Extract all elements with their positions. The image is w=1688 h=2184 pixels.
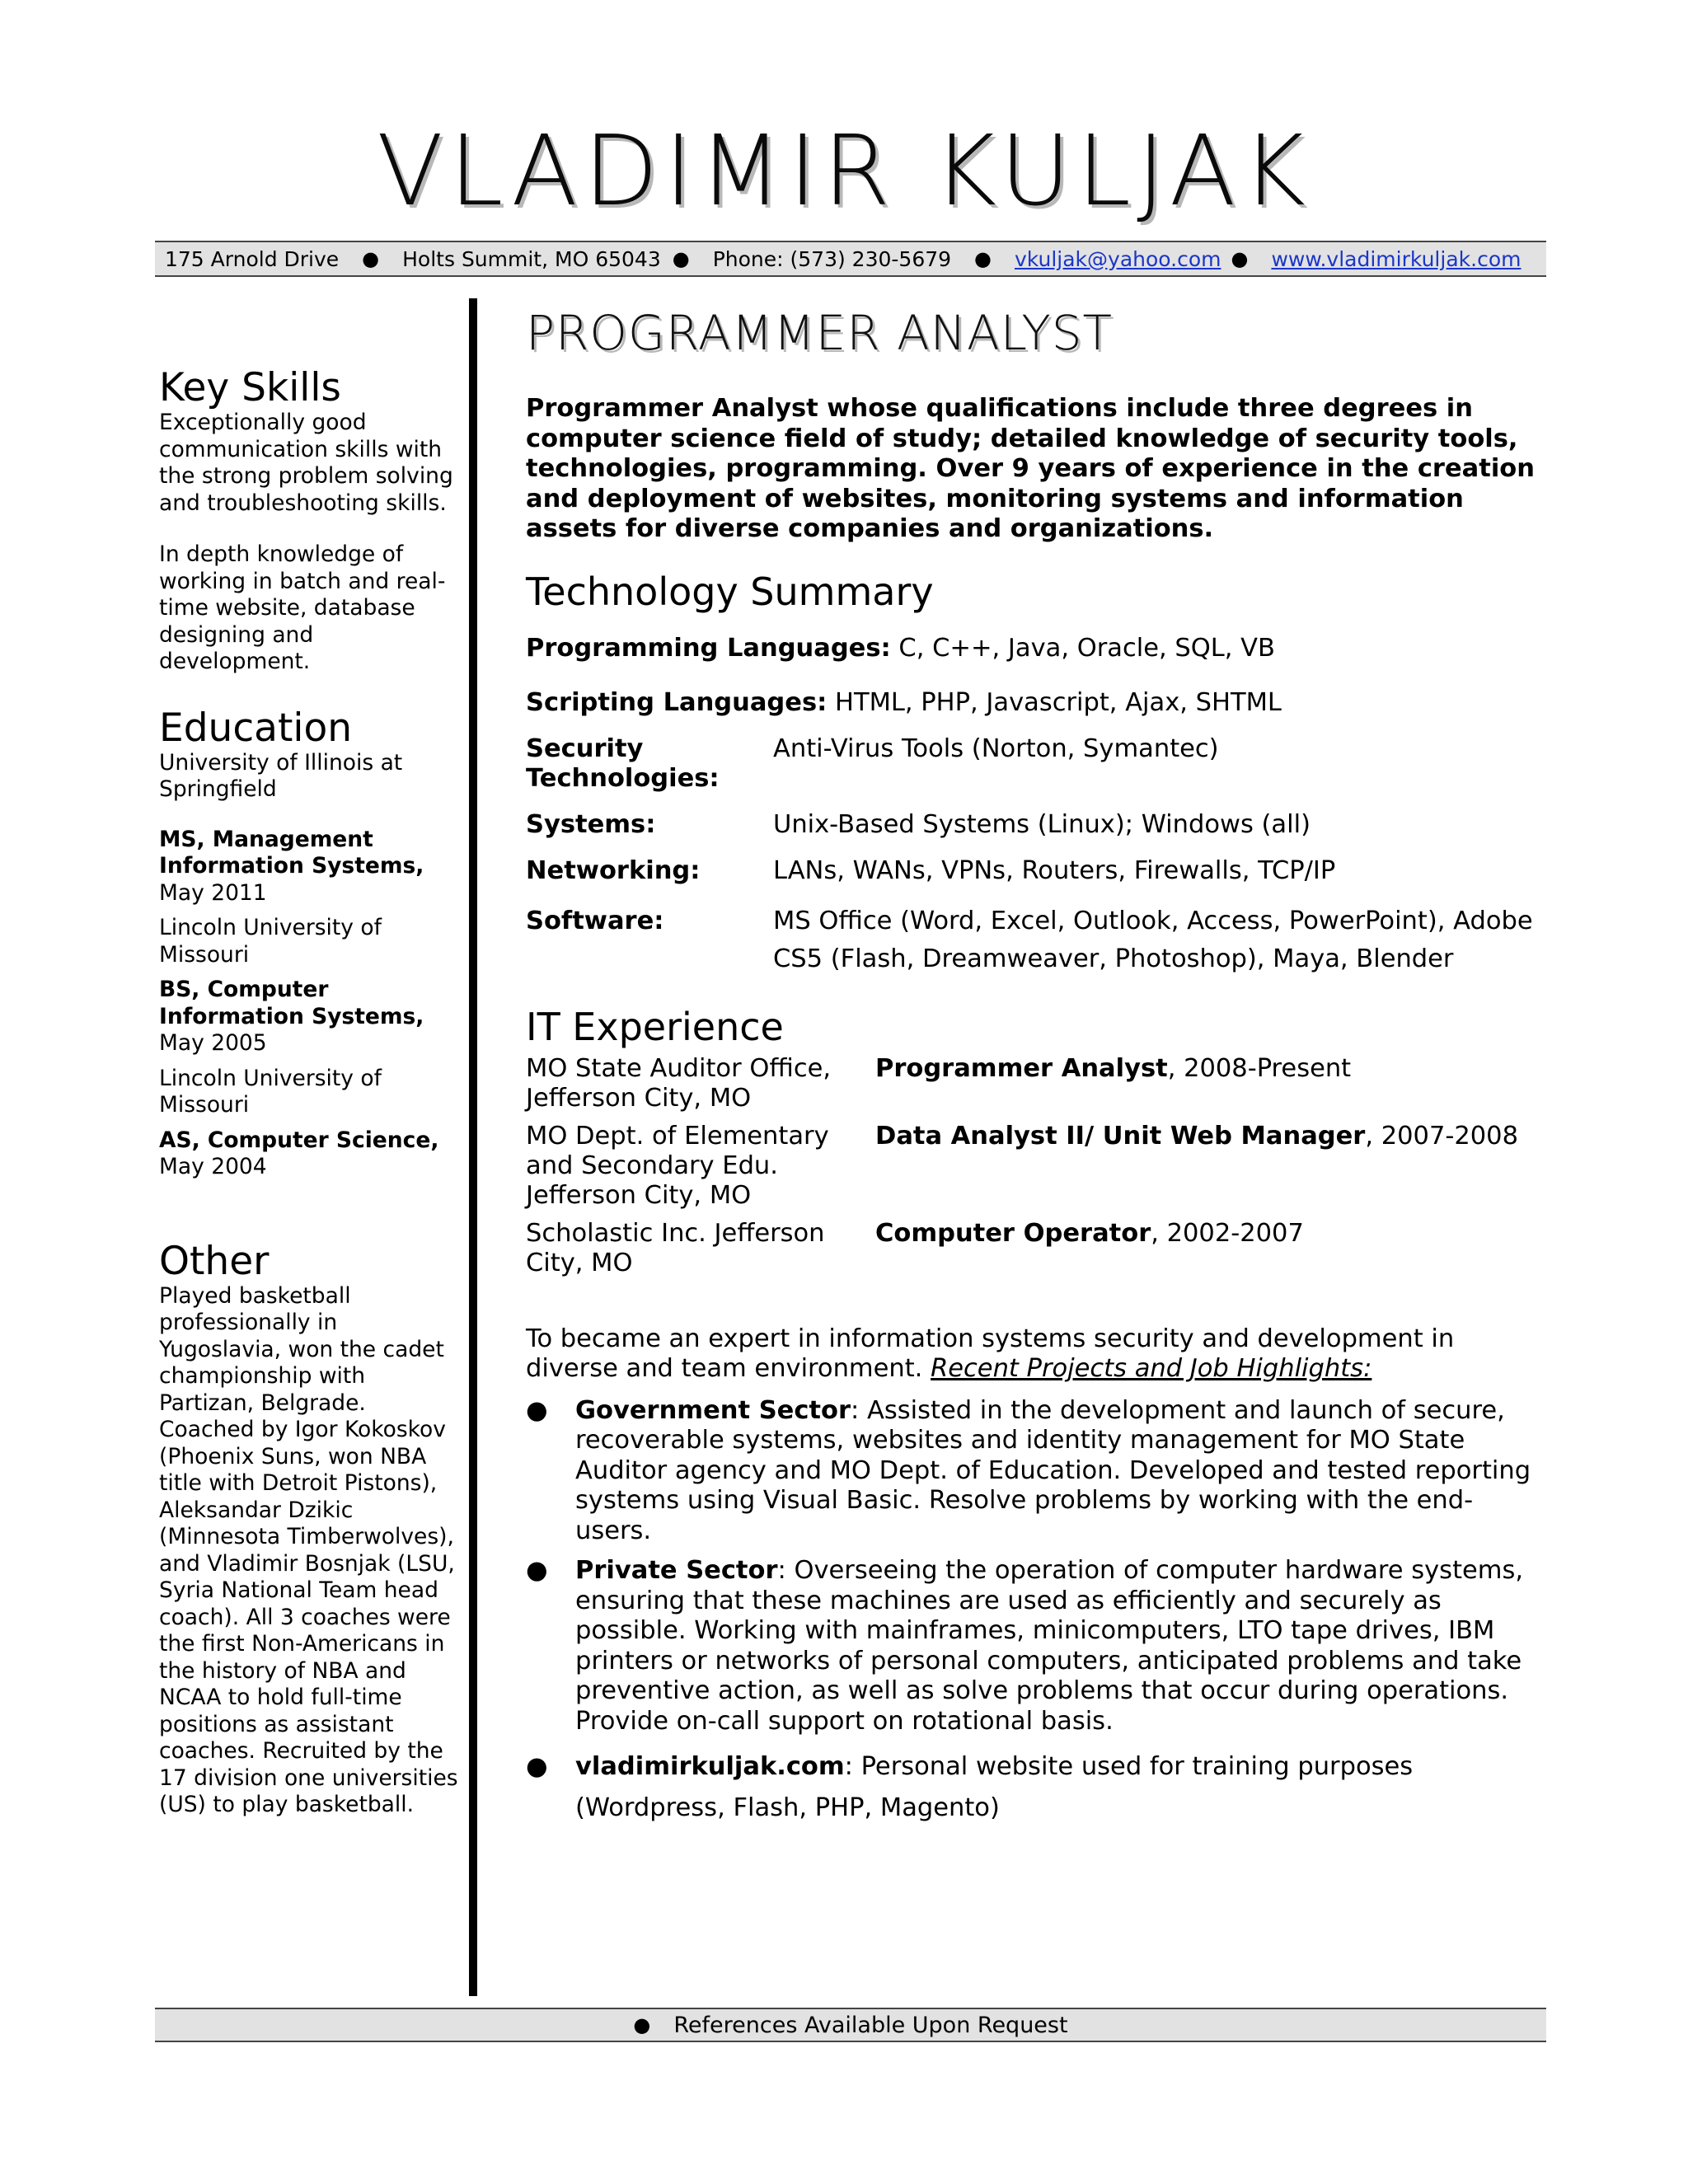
sidebar	[159, 367, 461, 1819]
experience-row	[526, 1219, 1548, 1278]
tech-value: Unix-Based Systems (Linux); Windows (all)	[773, 809, 1311, 839]
objective-text: To became an expert in information systems security and development in diverse and team environment.	[526, 1324, 1455, 1383]
role-title: Computer Operator	[875, 1218, 1151, 1248]
experience-role	[875, 1122, 1518, 1211]
experience-org: MO State Auditor Office, Jefferson City, MO	[526, 1053, 832, 1113]
education-degree: BS, Computer Information Systems,	[159, 977, 424, 1029]
tech-value: MS Office (Word, Excel, Outlook, Access, PowerPoint), Adobe CS5 (Flash, Dreamweaver, Photoshop), Maya, Blender	[773, 906, 1533, 973]
tech-value: LANs, WANs, VPNs, Routers, Firewalls, TCP/IP	[773, 855, 1336, 885]
education-date: May 2005	[159, 1030, 267, 1056]
tech-row	[526, 734, 1548, 794]
role-years: , 2007-2008	[1365, 1121, 1518, 1151]
experience-role	[875, 1219, 1304, 1278]
email-link[interactable]: vkuljak@yahoo.com	[1014, 246, 1221, 271]
highlights-list	[526, 1396, 1548, 1830]
education-school: Lincoln University of Missouri	[159, 915, 382, 968]
education-degree: MS, Management Information Systems,	[159, 826, 424, 879]
highlight-title: Private Sector	[575, 1556, 778, 1585]
highlight-extra: (Wordpress, Flash, PHP, Magento)	[575, 1793, 1000, 1822]
bullet-icon: ●	[1231, 247, 1249, 270]
experience-role	[875, 1054, 1351, 1113]
tech-label: Software:	[526, 906, 664, 935]
bullet-icon: ●	[672, 247, 690, 270]
role-years: , 2002-2007	[1151, 1218, 1304, 1248]
footer-bar	[155, 2008, 1546, 2042]
education-degree: AS, Computer Science,	[159, 1127, 439, 1153]
experience-org: Scholastic Inc. Jefferson City, MO	[526, 1218, 825, 1277]
tech-value: Anti-Virus Tools (Norton, Symantec)	[773, 733, 1219, 763]
key-skills-heading: Key Skills	[159, 365, 341, 410]
highlight-text: : Overseeing the operation of computer hardware systems, ensuring that these machines are used as efficiently and securely as possible. Working with mainframes, minicomputers, LTO tape drives, IBM printers or networks of personal computers, anticipated problems and take preventive action, as well as solve problems that occur during operations. Provide on-call support on rotational basis.	[575, 1556, 1524, 1736]
list-item	[526, 1746, 1548, 1829]
tech-value: C, C++, Java, Oracle, SQL, VB	[898, 633, 1275, 663]
education-school: Lincoln University of Missouri	[159, 1065, 382, 1118]
highlight-title: Government Sector	[575, 1395, 851, 1425]
website-link[interactable]: www.vladimirkuljak.com	[1271, 246, 1522, 271]
bullet-icon: ●	[526, 1395, 548, 1425]
it-experience-heading: IT Experience	[526, 1004, 784, 1049]
contact-address: 175 Arnold Drive	[165, 246, 340, 271]
education-date: May 2004	[159, 1154, 267, 1179]
job-title: PROGRAMMER ANALYST	[526, 305, 1113, 361]
role-title: Programmer Analyst	[875, 1053, 1168, 1083]
key-skills-text: Exceptionally good communication skills with the strong problem solving and troubleshooting skills.	[159, 410, 453, 516]
bullet-icon: ●	[974, 247, 992, 270]
objective	[526, 1324, 1548, 1385]
tech-label: Scripting Languages:	[526, 687, 828, 717]
experience-row	[526, 1122, 1548, 1211]
tech-label: Programming Languages:	[526, 633, 891, 663]
highlight-title: vladimirkuljak.com	[575, 1752, 845, 1781]
bullet-icon: ●	[526, 1752, 548, 1781]
list-item	[526, 1396, 1548, 1547]
experience-org: MO Dept. of Elementary and Secondary Edu. Jefferson City, MO	[526, 1121, 829, 1210]
programming-languages-row	[526, 634, 1548, 663]
contact-bar	[155, 241, 1546, 277]
contact-city: Holts Summit, MO 65043	[402, 246, 661, 271]
other-text: Played basketball professionally in Yugoslavia, won the cadet championship with Partizan, Belgrade. Coached by Igor Kokoskov (Phoenix Suns, won NBA title with Detroit Pistons), Aleksandar Dzikic (Minnesota Timberwolves), and Vladimir Bosnjak (LSU, Syria National Team head coach). All 3 coaches were the first Non-Americans in the history of NBA and NCAA to hold full-time positions as assistant coaches. Recruited by the 17 division one universities (US) to play basketball.	[159, 1282, 458, 1817]
contact-phone: Phone: (573) 230-5679	[712, 246, 952, 271]
technology-summary-heading: Technology Summary	[526, 569, 934, 614]
tech-row	[526, 856, 1548, 886]
education-date: May 2011	[159, 879, 267, 906]
education-heading: Education	[159, 705, 352, 751]
tech-label: Systems:	[526, 809, 656, 839]
scripting-languages-row	[526, 688, 1548, 718]
page-title: VLADIMIR KULJAK	[377, 114, 1311, 227]
bullet-icon: ●	[362, 247, 380, 270]
education-school: University of Illinois at Springfield	[159, 749, 403, 802]
footer-text: References Available Upon Request	[673, 2012, 1068, 2038]
highlight-text: : Personal website used for training purposes	[844, 1752, 1414, 1781]
tech-value: HTML, PHP, Javascript, Ajax, SHTML	[835, 687, 1282, 717]
tech-row	[526, 810, 1548, 840]
highlight-text: : Assisted in the development and launch of secure, recoverable systems, websites and identity management for MO State Auditor agency and MO Dept. of Education. Developed and tested reporting systems using Visual Basic. Resolve problems by working with the end-users.	[575, 1395, 1531, 1545]
tech-label: Networking:	[526, 855, 701, 885]
key-skills-text: In depth knowledge of working in batch and real-time website, database designing and development.	[159, 541, 446, 674]
projects-link[interactable]: Recent Projects and Job Highlights:	[931, 1354, 1372, 1383]
role-title: Data Analyst II/ Unit Web Manager	[875, 1121, 1366, 1151]
main-column	[526, 307, 1548, 1829]
bullet-icon: ●	[526, 1556, 548, 1585]
column-divider	[469, 298, 477, 1996]
tech-row	[526, 902, 1548, 978]
role-years: , 2008-Present	[1167, 1053, 1352, 1083]
list-item	[526, 1556, 1548, 1736]
experience-row	[526, 1054, 1548, 1113]
summary: Programmer Analyst whose qualifications include three degrees in computer science field of study; detailed knowledge of security tools, technologies, programming. Over 9 years of experience in the creation and deployment of websites, monitoring systems and information assets for diverse companies and organizations.	[526, 394, 1535, 543]
other-heading: Other	[159, 1238, 270, 1284]
tech-label: Security Technologies:	[526, 733, 720, 793]
bullet-icon: ●	[633, 2013, 651, 2036]
